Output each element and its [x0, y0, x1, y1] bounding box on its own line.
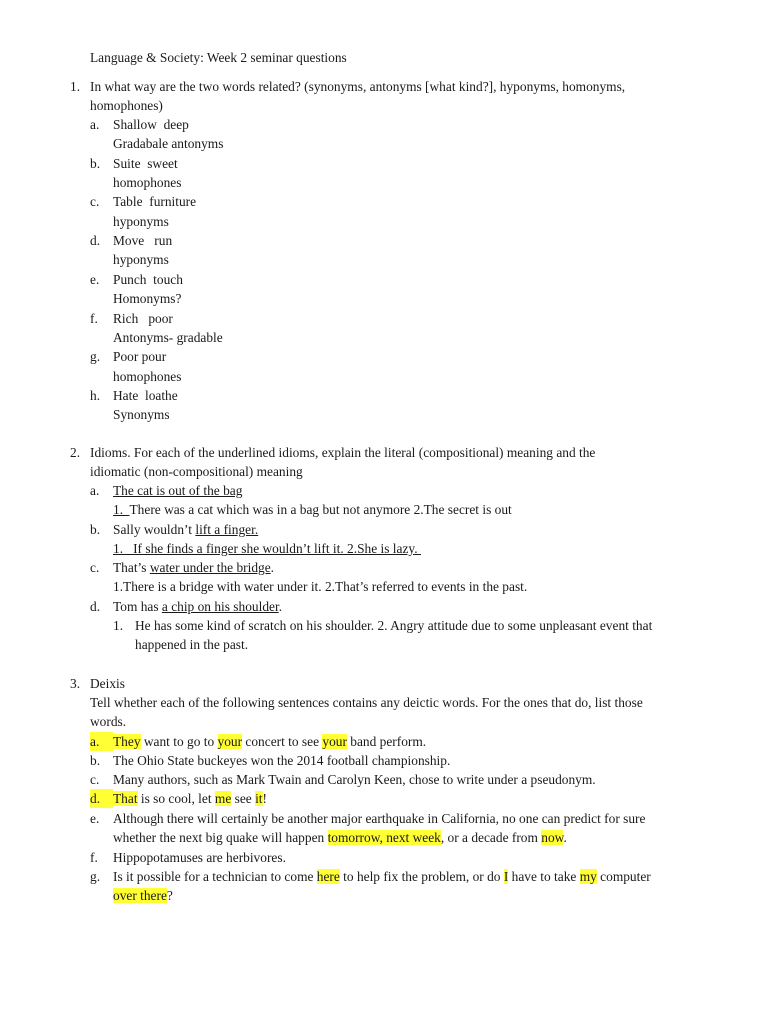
- q1-item-word-pair: Hate loathe: [113, 387, 178, 403]
- q2c-post: .: [270, 560, 275, 575]
- q3-number: 3.: [70, 676, 81, 691]
- q3e-letter: e.: [90, 811, 100, 826]
- q1-item-letter: h.: [90, 387, 101, 403]
- q3d-text-3: !: [262, 791, 267, 806]
- q2c-answer: 1.There is a bridge with water under it. 2.That’s referred to events in the past.: [113, 579, 528, 594]
- q3-heading: Deixis: [90, 676, 125, 691]
- q3g-text-2: to help fix the problem, or do: [339, 869, 504, 884]
- q2d-answer-line1: He has some kind of scratch on his shoulder. 2. Angry attitude due to some unpleasant event that: [135, 618, 653, 633]
- q2b-idiom: lift a finger.: [195, 522, 259, 537]
- q3f-sentence: Hippopotamuses are herbivores.: [113, 850, 286, 865]
- q2d-idiom: a chip on his shoulder: [161, 599, 279, 614]
- q3e-text-3: .: [563, 830, 567, 845]
- q2b-sentence: [113, 520, 258, 539]
- q1-prompt-line1: In what way are the two words related? (synonyms, antonyms [what kind?], hyponyms, homonyms,: [90, 79, 626, 94]
- q3-prompt-line2: words.: [90, 714, 127, 729]
- q3g-text-5: ?: [166, 888, 173, 903]
- q1-item-word-pair: Rich poor: [113, 310, 173, 326]
- q1-item-answer: hyponyms: [113, 213, 169, 229]
- q3g-deictic-2: I: [503, 869, 509, 884]
- q2b-answer: 1. If she finds a finger she wouldn’t lift it. 2.She is lazy.: [113, 541, 421, 556]
- q2b-letter: b.: [90, 522, 101, 537]
- q2d-answer-line2: happened in the past.: [135, 637, 249, 652]
- q2a-idiom: The cat is out of the bag: [113, 483, 243, 498]
- q2-prompt-line1: Idioms. For each of the underlined idioms, explain the literal (compositional) meaning and the: [90, 445, 596, 460]
- q1-item-word-pair: Table furniture: [113, 194, 197, 210]
- q1-item-answer: Homonyms?: [113, 291, 182, 307]
- q1-item-letter: a.: [90, 117, 100, 132]
- q2a-answer-text: There was a cat which was in a bag but not anymore 2.The secret is out: [129, 502, 512, 517]
- q2a-answer-number: 1.: [113, 502, 130, 517]
- q3g-deictic-1: here: [316, 869, 340, 884]
- q3g-letter: g.: [90, 869, 101, 884]
- q3e-text-1: whether the next big quake will happen: [113, 830, 328, 845]
- q3e-line2: [113, 828, 567, 847]
- q1-item-letter: d.: [90, 233, 101, 249]
- q3a-letter: a.: [90, 732, 113, 751]
- q3a-sentence: [90, 732, 426, 751]
- q2a-answer: [113, 500, 512, 519]
- q2c-sentence: [113, 558, 274, 577]
- q3a-deictic-2: your: [217, 734, 243, 749]
- q1-item-answer: hyponyms: [113, 252, 169, 268]
- q1-item-answer: homophones: [113, 175, 182, 190]
- q1-item-answer: homophones: [113, 368, 182, 384]
- q3c-sentence: Many authors, such as Mark Twain and Carolyn Keen, chose to write under a pseudonym.: [113, 772, 596, 787]
- q3d-sentence: [90, 789, 267, 808]
- q1-item-word-pair: Shallow deep: [113, 117, 189, 132]
- q1-item-word-pair: Poor pour: [113, 349, 167, 365]
- q3g-text-1: Is it possible for a technician to come: [113, 869, 317, 884]
- q3d-text-2: see: [231, 791, 256, 806]
- q3g-line2: [113, 886, 173, 905]
- q2c-letter: c.: [90, 560, 100, 575]
- q3e-line1: Although there will certainly be another major earthquake in California, no one can predict for sure: [113, 811, 646, 826]
- q3c-letter: c.: [90, 772, 100, 787]
- q3a-deictic-1: They: [113, 734, 141, 749]
- q3g-deictic-3: my: [579, 869, 597, 884]
- q3b-sentence: The Ohio State buckeyes won the 2014 football championship.: [113, 753, 451, 768]
- q2b-pre: Sally wouldn’t: [113, 522, 196, 537]
- q2d-sentence: [113, 597, 282, 616]
- q2d-pre: Tom has: [113, 599, 162, 614]
- q1-prompt-line2: homophones): [90, 98, 163, 113]
- q1-item-letter: e.: [90, 271, 100, 287]
- q3g-line1: [113, 867, 651, 886]
- q3g-text-4: computer: [596, 869, 651, 884]
- q3d-letter: d.: [90, 789, 113, 808]
- q1-number: 1.: [70, 79, 81, 94]
- q3b-letter: b.: [90, 753, 101, 768]
- q3d-text-1: is so cool, let: [137, 791, 215, 806]
- q3a-deictic-3: your: [322, 734, 347, 749]
- q3a-text-2: concert to see: [242, 734, 323, 749]
- q2-prompt-line2: idiomatic (non-compositional) meaning: [90, 464, 303, 479]
- q3d-deictic-3: it: [255, 791, 263, 806]
- q3f-letter: f.: [90, 850, 98, 865]
- q1-item-letter: g.: [90, 349, 101, 365]
- q3a-text-1: want to go to: [140, 734, 218, 749]
- q3-prompt-line1: Tell whether each of the following sentences contains any deictic words. For the ones that do, list those: [90, 695, 643, 710]
- q3e-deictic-2: now: [541, 830, 564, 845]
- q3g-deictic-4: over there: [113, 888, 167, 903]
- q3e-deictic-1: tomorrow, next week: [327, 830, 441, 845]
- q1-item-letter: f.: [90, 310, 98, 326]
- q2c-idiom: water under the bridge: [149, 560, 271, 575]
- q2-number: 2.: [70, 445, 81, 460]
- q2d-post: .: [278, 599, 283, 614]
- q1-item-answer: Gradabale antonyms: [113, 136, 224, 152]
- q1-item-word-pair: Move run: [113, 233, 173, 249]
- q1-item-letter: c.: [90, 194, 100, 210]
- q2d-letter: d.: [90, 599, 101, 614]
- q1-item-answer: Synonyms: [113, 407, 170, 423]
- q3d-deictic-2: me: [214, 791, 232, 806]
- document-title: Language & Society: Week 2 seminar questions: [90, 50, 347, 65]
- q3g-text-3: have to take: [508, 869, 580, 884]
- q3a-text-3: band perform.: [346, 734, 427, 749]
- q3e-text-2: , or a decade from: [440, 830, 542, 845]
- q3d-deictic-1: That: [113, 791, 138, 806]
- q1-item-letter: b.: [90, 155, 101, 171]
- q2c-pre: That’s: [113, 560, 150, 575]
- q1-item-answer: Antonyms- gradable: [113, 329, 223, 345]
- q2d-answer-number: 1.: [113, 618, 124, 633]
- q1-item-word-pair: Punch touch: [113, 271, 183, 287]
- q2a-letter: a.: [90, 483, 100, 498]
- q1-item-word-pair: Suite sweet: [113, 155, 178, 171]
